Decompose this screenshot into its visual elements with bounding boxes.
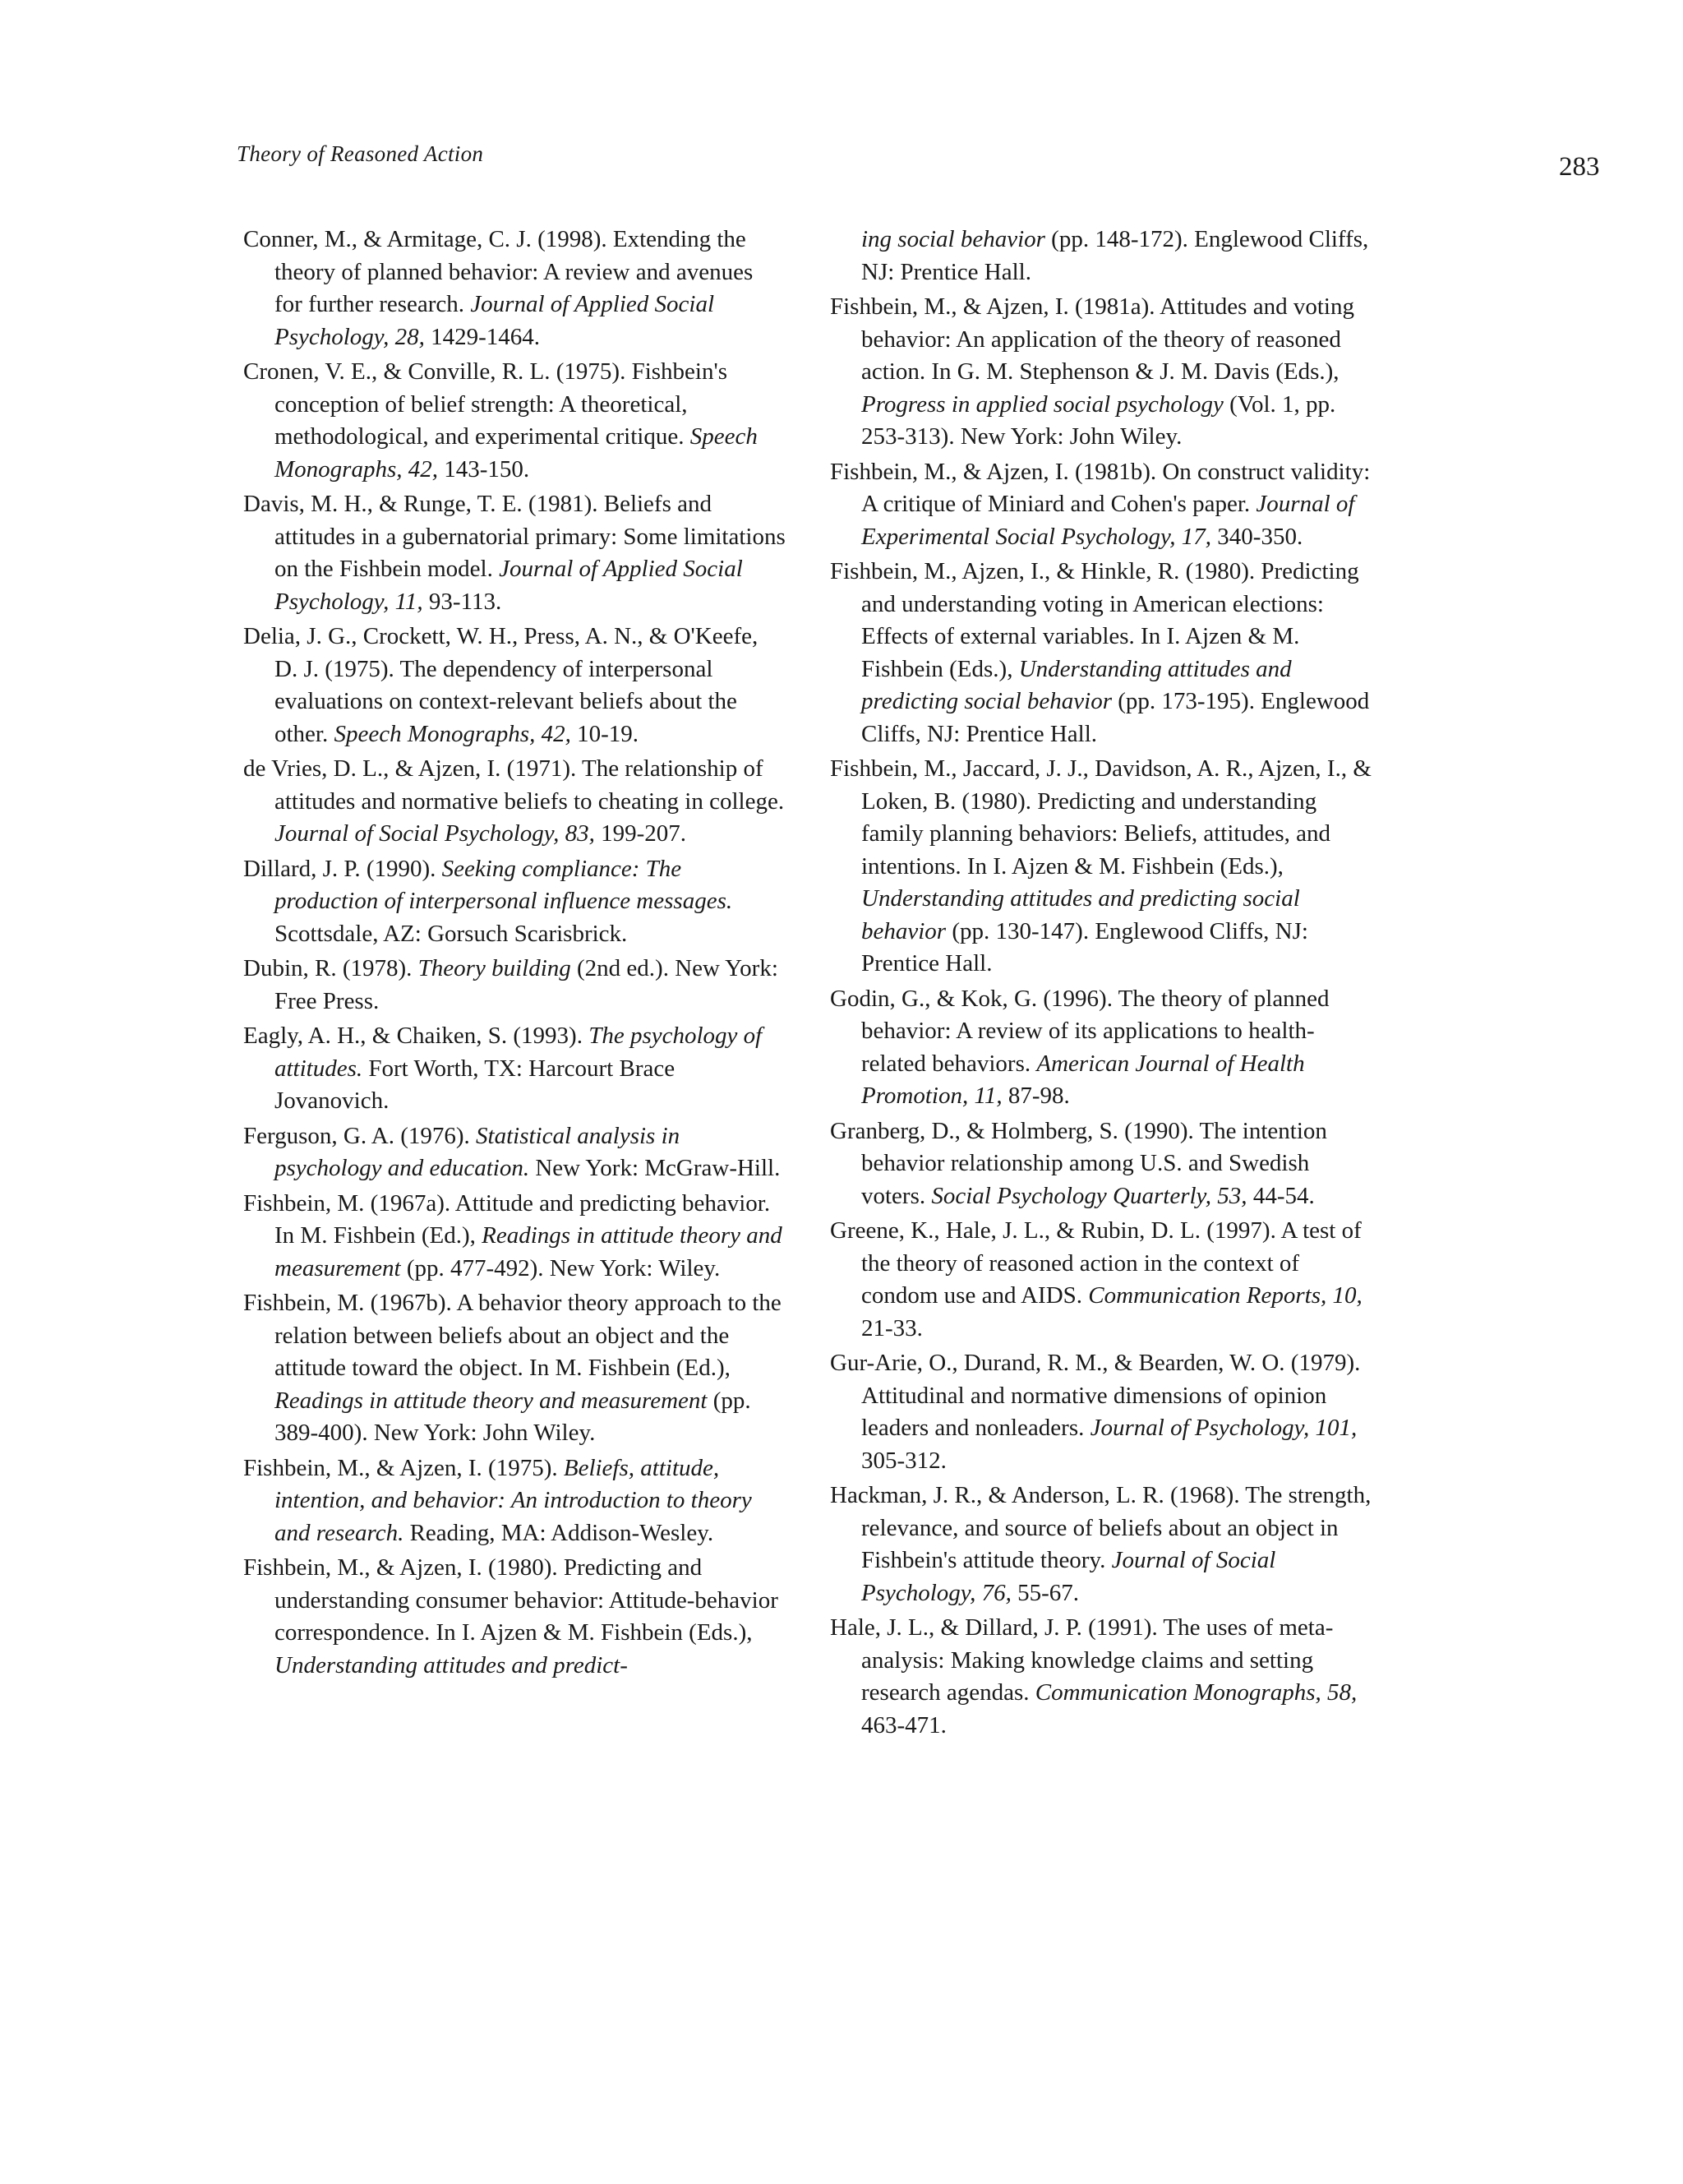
reference-source-title: Beliefs, attitude, intention, and behavior: An introduction to theory and research. xyxy=(274,1454,752,1546)
reference-source-title: American Journal of Health Promotion, 11, xyxy=(861,1050,1305,1109)
reference-pages: 44-54. xyxy=(1247,1182,1315,1209)
reference-pages: 463-471. xyxy=(861,1711,947,1738)
reference-source-title: Journal of Experimental Social Psychology, 17, xyxy=(861,491,1355,550)
reference-text: Fishbein, M., Jaccard, J. J., Davidson, A. R., Ajzen, I., & Loken, B. (1980). Predicting and understanding family planning behaviors: Beliefs, attitudes, and intentions. In I. Ajzen & M. Fishbein (Eds.), xyxy=(830,755,1372,880)
reference-text: Fishbein, M., & Ajzen, I. (1981a). Attitudes and voting behavior: An application of the theory of reasoned action. In G. M. Stephenson & J. M. Davis (Eds.), xyxy=(830,293,1354,385)
reference-entry xyxy=(243,488,786,618)
reference-entry xyxy=(830,1215,1372,1345)
reference-text: Delia, J. G., Crockett, W. H., Press, A. N., & O'Keefe, D. J. (1975). The dependency of interpersonal evaluations on context-relevant beliefs about the other. xyxy=(243,623,759,747)
reference-entry xyxy=(243,1120,786,1185)
reference-source-title: The psychology of attitudes. xyxy=(274,1023,763,1082)
reference-pages: 199-207. xyxy=(594,820,687,847)
reference-pages: 93-113. xyxy=(422,588,502,615)
reference-source-title: Speech Monographs, 42, xyxy=(334,720,571,747)
reference-source-title: Journal of Social Psychology, 83, xyxy=(274,820,595,847)
reference-text: Cronen, V. E., & Conville, R. L. (1975). Fishbein's conception of belief strength: A theoretical, methodological, and experimental critique. xyxy=(243,358,727,450)
reference-entry xyxy=(243,953,786,1018)
references-left-column xyxy=(243,224,786,1684)
reference-entry xyxy=(830,556,1372,750)
references-right-column xyxy=(830,224,1372,1744)
reference-pages: 10-19. xyxy=(570,720,639,747)
reference-text: Fishbein, M., & Ajzen, I. (1975). xyxy=(243,1454,564,1481)
reference-pages: (pp. 148-172). Englewood Cliffs, NJ: Prentice Hall. xyxy=(861,226,1369,285)
reference-source-title: Journal of Applied Social Psychology, 28, xyxy=(274,291,714,350)
reference-entry xyxy=(830,983,1372,1113)
running-head: Theory of Reasoned Action xyxy=(237,141,484,166)
reference-source-title: Theory building xyxy=(417,955,571,981)
reference-pages: New York: McGraw-Hill. xyxy=(529,1155,781,1181)
reference-text: Gur-Arie, O., Durand, R. M., & Bearden, W. O. (1979). Attitudinal and normative dimensions of opinion leaders and nonleaders. xyxy=(830,1350,1361,1441)
reference-pages: (pp. 173-195). Englewood Cliffs, NJ: Prentice Hall. xyxy=(861,688,1370,747)
reference-text: Godin, G., & Kok, G. (1996). The theory of planned behavior: A review of its applications to health-related behaviors. xyxy=(830,985,1330,1077)
reference-source-title: Communication Reports, 10, xyxy=(1088,1282,1363,1309)
reference-source-title: Understanding attitudes and predicting social behavior xyxy=(861,885,1300,944)
reference-text: Ferguson, G. A. (1976). xyxy=(243,1122,477,1149)
reference-text: Granberg, D., & Holmberg, S. (1990). The intention behavior relationship among U.S. and Swedish voters. xyxy=(830,1117,1327,1209)
reference-entry xyxy=(243,1020,786,1118)
reference-entry xyxy=(243,753,786,851)
reference-text: Davis, M. H., & Runge, T. E. (1981). Beliefs and attitudes in a gubernatorial primary: Some limitations on the Fishbein model. xyxy=(243,491,786,582)
reference-entry xyxy=(243,1552,786,1682)
reference-source-title: Journal of Psychology, 101, xyxy=(1090,1415,1358,1441)
reference-entry xyxy=(243,1287,786,1450)
reference-text: Fishbein, M. (1967a). Attitude and predicting behavior. In M. Fishbein (Ed.), xyxy=(243,1189,771,1249)
reference-entry xyxy=(830,456,1372,554)
reference-pages: (pp. 477-492). New York: Wiley. xyxy=(400,1254,721,1281)
reference-pages: (Vol. 1, pp. 253-313). New York: John Wiley. xyxy=(861,390,1336,450)
reference-pages: Fort Worth, TX: Harcourt Brace Jovanovich. xyxy=(274,1055,676,1114)
reference-text: Fishbein, M., & Ajzen, I. (1980). Predicting and understanding consumer behavior: Attitude-behavior correspondence. In I. Ajzen & M. Fishbein (Eds.), xyxy=(243,1554,778,1646)
reference-pages: (2nd ed.). New York: Free Press. xyxy=(274,955,778,1014)
reference-entry xyxy=(243,1452,786,1550)
reference-pages: 340-350. xyxy=(1211,523,1303,550)
reference-source-title: Seeking compliance: The production of interpersonal influence messages. xyxy=(274,855,733,914)
reference-text: Fishbein, M. (1967b). A behavior theory approach to the relation between beliefs about an object and the attitude toward the object. In M. Fishbein (Ed.), xyxy=(243,1290,782,1381)
reference-entry xyxy=(830,1480,1372,1609)
reference-entry xyxy=(830,1612,1372,1742)
reference-text: Fishbein, M., & Ajzen, I. (1981b). On construct validity: A critique of Miniard and Cohen's paper. xyxy=(830,458,1371,517)
reference-text: Hackman, J. R., & Anderson, L. R. (1968). The strength, relevance, and source of beliefs about an object in Fishbein's attitude theory. xyxy=(830,1482,1372,1573)
reference-pages: Reading, MA: Addison-Wesley. xyxy=(403,1519,714,1546)
reference-pages: 1429-1464. xyxy=(424,323,540,350)
reference-pages: 21-33. xyxy=(861,1314,923,1341)
reference-source-title: Journal of Social Psychology, 76, xyxy=(861,1547,1276,1606)
reference-text: Dubin, R. (1978). xyxy=(243,955,418,981)
reference-pages: 87-98. xyxy=(1002,1083,1070,1109)
reference-source-title: Understanding attitudes and predict- xyxy=(274,1651,628,1678)
reference-source-title: Readings in attitude theory and measurement xyxy=(274,1387,708,1414)
reference-pages: (pp. 130-147). Englewood Cliffs, NJ: Prentice Hall. xyxy=(861,917,1308,977)
reference-entry xyxy=(243,356,786,486)
reference-entry xyxy=(830,224,1372,289)
reference-source-title: Speech Monographs, 42, xyxy=(274,423,758,483)
reference-source-title: Journal of Applied Social Psychology, 11, xyxy=(274,556,743,615)
reference-text: Hale, J. L., & Dillard, J. P. (1991). The uses of meta-analysis: Making knowledge claims and setting research agendas. xyxy=(830,1614,1334,1706)
reference-pages: 55-67. xyxy=(1011,1579,1079,1606)
reference-text: Fishbein, M., Ajzen, I., & Hinkle, R. (1980). Predicting and understanding voting in American elections: Effects of external variables. In I. Ajzen & M. Fishbein (Eds.), xyxy=(830,558,1359,682)
reference-text: Dillard, J. P. (1990). xyxy=(243,855,442,882)
reference-pages: (pp. 389-400). New York: John Wiley. xyxy=(274,1387,751,1446)
page-number: 283 xyxy=(1559,152,1600,182)
reference-pages: 143-150. xyxy=(437,455,530,483)
reference-source-title: Communication Monographs, 58, xyxy=(1035,1679,1358,1706)
reference-source-title: Statistical analysis in psychology and education. xyxy=(274,1122,680,1181)
reference-entry xyxy=(830,1347,1372,1477)
reference-source-title: Understanding attitudes and predicting social behavior xyxy=(861,655,1292,714)
reference-source-title: ing social behavior xyxy=(861,226,1045,252)
reference-pages: Scottsdale, AZ: Gorsuch Scarisbrick. xyxy=(274,920,628,947)
reference-text: de Vries, D. L., & Ajzen, I. (1971). The relationship of attitudes and normative beliefs to cheating in college. xyxy=(243,755,785,815)
reference-source-title: Social Psychology Quarterly, 53, xyxy=(931,1182,1247,1209)
reference-entry xyxy=(830,291,1372,454)
reference-entry xyxy=(243,853,786,951)
reference-source-title: Progress in applied social psychology xyxy=(861,390,1224,418)
reference-entry xyxy=(243,621,786,750)
reference-text: Greene, K., Hale, J. L., & Rubin, D. L. (1997). A test of the theory of reasoned action in the context of condom use and AIDS. xyxy=(830,1217,1362,1309)
reference-entry xyxy=(830,753,1372,981)
reference-text: Eagly, A. H., & Chaiken, S. (1993). xyxy=(243,1023,589,1049)
reference-source-title: Readings in attitude theory and measurement xyxy=(274,1222,782,1281)
reference-entry xyxy=(830,1115,1372,1213)
reference-entry xyxy=(243,224,786,353)
reference-text: Conner, M., & Armitage, C. J. (1998). Extending the theory of planned behavior: A review and avenues for further research. xyxy=(243,226,754,317)
reference-entry xyxy=(243,1188,786,1286)
reference-pages: 305-312. xyxy=(861,1447,947,1474)
